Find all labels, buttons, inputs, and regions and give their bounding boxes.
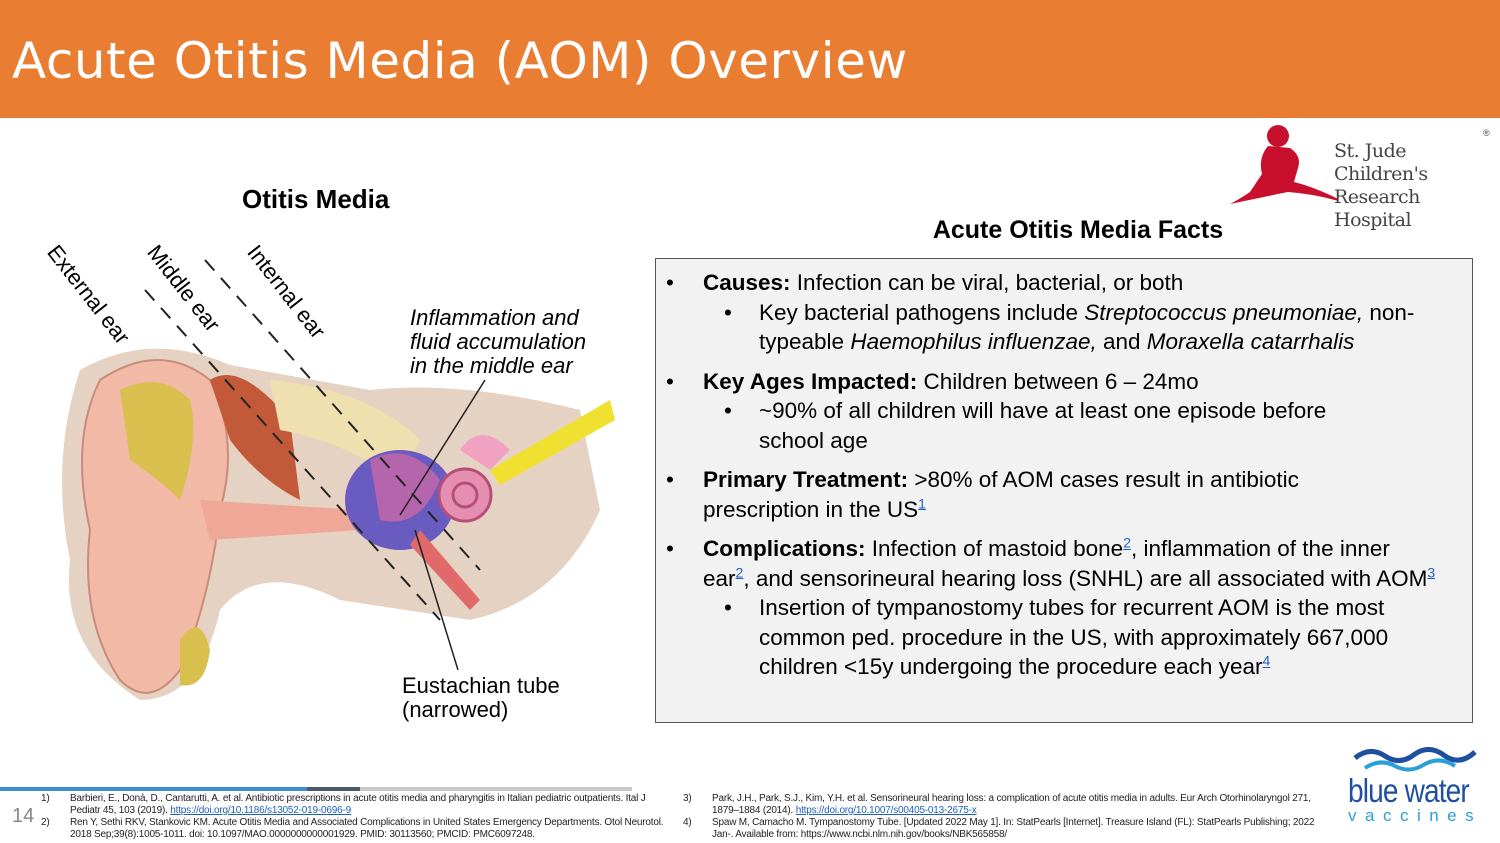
annotation-line: Inflammation and: [410, 305, 579, 330]
reference-link[interactable]: https://doi.org/10.1007/s00405-013-2675-x: [795, 805, 977, 816]
fact-complications-sub: • Insertion of tympanostomy tubes for recurrent AOM is the most common ped. procedure in the US, with approximately 667,000 children <15y undergoing the procedure each year$^4$: [656, 593, 1462, 682]
slide-title: Acute Otitis Media (AOM) Overview: [12, 32, 908, 90]
label-internal-ear: Internal ear: [242, 240, 331, 344]
reference-item: 1) Barbieri, E., Donà, D., Cantarutti, A. et al. Antibiotic prescriptions in acute otitis media and pharyngitis in Italian pediatric outpatients. Ital J Pediatr 45, 103 (2019). https://doi.org/10.1186/s13052-019-0696-9: [41, 793, 646, 816]
reference-item: 3) Park, J.H., Park, S.J., Kim, Y.H. et al. Sensorineural hearing loss: a complication of acute otitis media in adults. Eur Arch Otorhinolaryngol 271, 1879–1884 (2014). https://doi.org/10.1007/s00405-013-2675-x: [683, 793, 1311, 816]
st-jude-logo: [1228, 122, 1498, 231]
ref-link[interactable]: 2: [1123, 534, 1131, 551]
fact-complications: • Complications: Infection of mastoid bone$^2$, inflammation of the inner ear$^2$, and sensorineural hearing loss (SNHL) are all associated with AOM$^3$: [656, 534, 1462, 593]
logo-line2: vaccines: [1348, 806, 1483, 825]
logo-line2: Research Hospital: [1334, 186, 1420, 231]
ear-anatomy-illustration: [40, 180, 620, 730]
eustachian-line: Eustachian tube: [402, 673, 560, 698]
eustachian-line: (narrowed): [402, 697, 509, 722]
annotation-line: fluid accumulation: [410, 329, 587, 354]
annotation-line: in the middle ear: [410, 353, 573, 378]
facts-box: [655, 258, 1473, 723]
label-external-ear: External ear: [42, 240, 136, 349]
references-left: [41, 793, 673, 841]
facts-heading: Acute Otitis Media Facts: [932, 216, 1224, 244]
ref-link[interactable]: 3: [1427, 564, 1436, 580]
reference-item: 4) Spaw M, Camacho M. Tympanostomy Tube. [Updated 2022 May 1]. In: StatPearls [Internet]. Treasure Island (FL): StatPearls Publishing; 2022 Jan-. Available from: https://www.ncbi.nlm.nih.gov/books/NBK565858/: [683, 817, 1315, 840]
logo-line1: St. Jude Children's: [1334, 140, 1428, 185]
logo-line1: blue water: [1348, 772, 1469, 809]
references-right: [683, 793, 1333, 841]
slide-progress-bar: [0, 787, 632, 791]
wave-icon: [1340, 744, 1490, 774]
label-middle-ear: Middle ear: [142, 240, 226, 337]
figure-title: Otitis Media: [242, 184, 390, 214]
reference-link[interactable]: https://doi.org/10.1186/s13052-019-0696-9: [170, 805, 351, 816]
page-number: 14: [12, 805, 35, 827]
registered-mark: ®: [1483, 128, 1490, 138]
fact-ages-sub: • ~90% of all children will have at least one episode before school age: [656, 396, 1462, 455]
ref-link[interactable]: 1: [918, 495, 926, 511]
st-jude-child-icon: [1228, 122, 1338, 208]
eustachian-tube-label: [402, 674, 560, 722]
ref-link[interactable]: 2: [735, 564, 744, 580]
fact-treatment: • Primary Treatment: >80% of AOM cases result in antibiotic prescription in the $US^1$: [656, 465, 1462, 524]
title-bar: [0, 0, 1500, 118]
fact-causes: • Causes: Infection can be viral, bacterial, or both: [656, 268, 1462, 298]
ear-diagram: [40, 180, 620, 730]
fact-causes-sub: • Key bacterial pathogens include Streptococcus pneumoniae, non-typeable Haemophilus influenzae, and Moraxella catarrhalis: [656, 298, 1462, 357]
ref-link[interactable]: 4: [1262, 652, 1271, 669]
blue-water-vaccines-logo: [1340, 744, 1490, 826]
fact-ages: • Key Ages Impacted: Children between 6 – 24mo: [656, 367, 1462, 397]
reference-item: 2) Ren Y, Sethi RKV, Stankovic KM. Acute Otitis Media and Associated Complications in United States Emergency Departments. Otol Neurotol. 2018 Sep;39(8):1005-1011. doi: 10.1097/MAO.0000000000001929. PMID: 30113560; PMCID: PMC6097248.: [41, 817, 664, 840]
inflammation-annotation: [410, 306, 586, 378]
